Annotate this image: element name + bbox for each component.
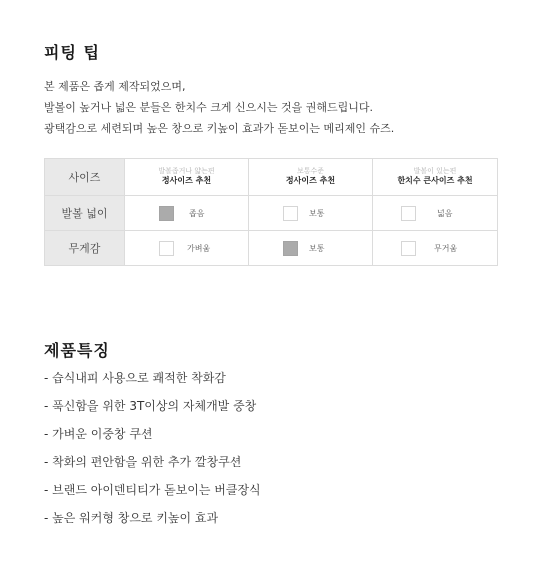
size-column-sub: 보통수준 [296,166,325,175]
fitting-tip-line: 발볼이 높거나 넓은 분들은 한치수 크게 신으시는 것을 권해드립니다. [44,101,373,114]
size-column-narrow [125,159,249,196]
weight-option-label: 무거움 [434,243,458,253]
size-column-normal [249,159,373,196]
feature-item: - 브랜드 아이덴티티가 돋보이는 버클장식 [44,483,261,497]
width-option-cell [125,196,249,231]
feature-item: - 착화의 편안함을 위한 추가 깔창쿠션 [44,455,242,469]
features-title: 제품특징 [44,341,110,360]
unchecked-box-icon [283,206,298,221]
weight-header-cell: 무게감 [45,231,125,266]
size-row [45,159,498,196]
unchecked-box-icon [401,206,416,221]
width-option-label: 넓음 [437,208,453,218]
width-option-cell [249,196,373,231]
feature-item: - 높은 워커형 창으로 키높이 효과 [44,511,219,525]
fitting-tips-text [44,76,394,139]
checked-box-icon [283,241,298,256]
width-row [45,196,498,231]
width-header-cell: 발볼 넓이 [45,196,125,231]
fitting-tip-line: 본 제품은 좁게 제작되었으며, [44,80,186,93]
weight-option-cell [373,231,498,266]
weight-option-cell [249,231,373,266]
size-column-main: 한치수 큰사이즈 추천 [397,176,473,186]
feature-item: - 습식내피 사용으로 쾌적한 착화감 [44,371,226,385]
width-option-label: 좁음 [189,208,205,218]
fitting-tips-title: 피팅 팁 [44,43,100,62]
size-column-wide [373,159,498,196]
weight-option-label: 가벼움 [187,243,211,253]
fitting-tip-line: 광택감으로 세련되며 높은 창으로 키높이 효과가 돋보이는 메리제인 슈즈. [44,122,395,135]
weight-option-label: 보통 [309,243,325,253]
unchecked-box-icon [159,241,174,256]
weight-option-cell [125,231,249,266]
width-option-cell [373,196,498,231]
features-list [44,368,261,536]
size-header-cell: 사이즈 [45,159,125,196]
feature-item: - 푹신함을 위한 3T이상의 자체개발 중창 [44,399,257,413]
width-option-label: 보통 [309,208,325,218]
size-column-main: 정사이즈 추천 [285,176,336,186]
unchecked-box-icon [401,241,416,256]
size-fit-table [44,158,498,266]
size-column-main: 정사이즈 추천 [161,176,212,186]
size-column-sub: 발볼좁거나 얇는편 [158,166,215,175]
size-column-sub: 발볼이 있는편 [413,166,457,175]
weight-row [45,231,498,266]
feature-item: - 가벼운 이중창 쿠션 [44,427,153,441]
checked-box-icon [159,206,174,221]
